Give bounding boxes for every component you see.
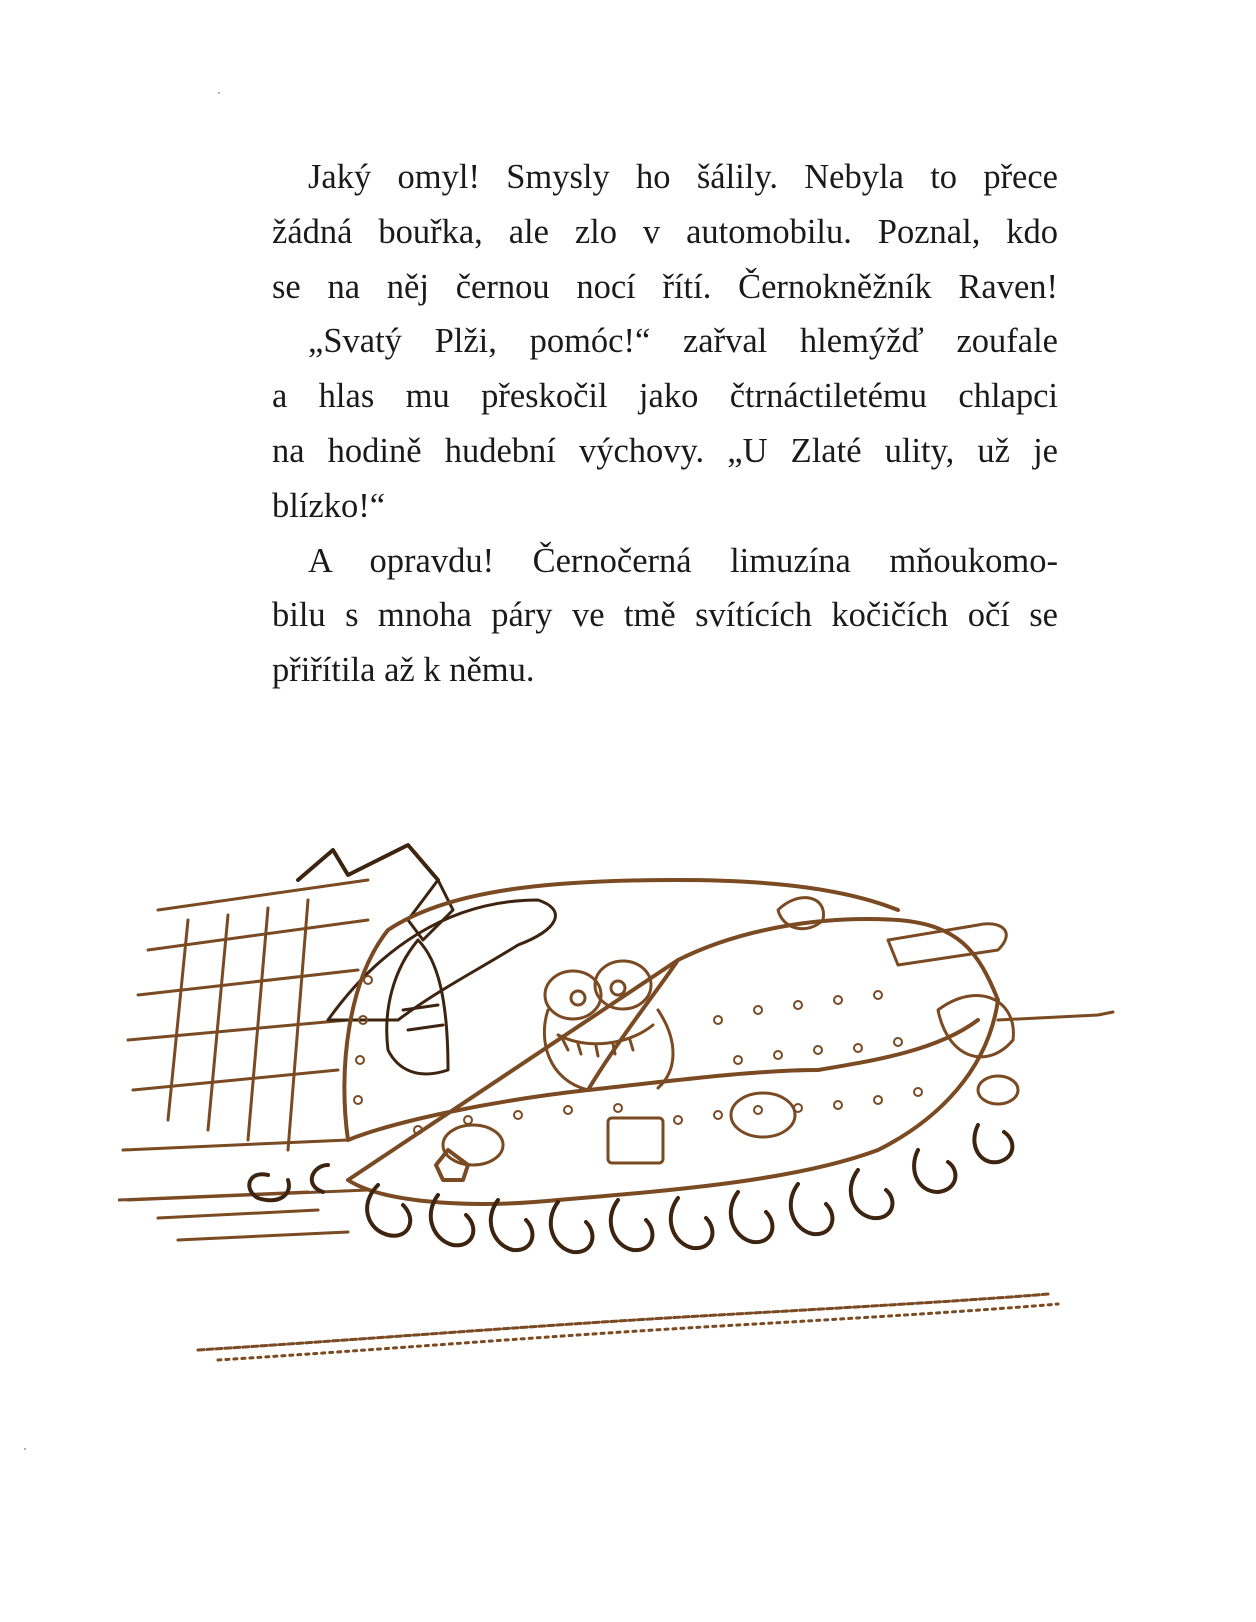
text-line: „Svatý Plži, pomóc!“ zařval hlemýžď zoufale [308,322,1058,361]
text-line: bilu s mnoha páry ve tmě svítících kočičích očí se [272,596,1058,635]
frog-passenger [544,961,673,1090]
driver [387,940,448,1074]
dials [443,1076,1018,1165]
paragraph-2 [236,314,1058,533]
wizard-hat [298,845,555,1020]
speed-lines [118,880,368,1240]
paper-speck [24,1448,26,1450]
text-line: přiřítila až k němu. [272,651,535,690]
text-line: se na něj černou nocí řítí. Černokněžník Raven! [272,267,1058,306]
text-line: a hlas mu přeskočil jako čtrnáctiletému chlapci [272,377,1058,416]
paper-speck [218,92,220,94]
text-line: A opravdu! Černočerná limuzína mňoukomo- [308,541,1058,580]
text-line: na hodině hudební výchovy. „U Zlaté ulity, už je [272,431,1058,470]
paragraph-1 [236,150,1058,314]
rivets [354,976,922,1134]
text-line: blízko!“ [272,486,386,525]
text-line: Jaký omyl! Smysly ho šálily. Nebyla to přece [308,158,1058,196]
paragraph-3 [236,534,1058,698]
ground-line [198,1294,1058,1360]
text-body [236,150,1058,698]
car-illustration-svg [118,820,1158,1400]
text-line: žádná bouřka, ale zlo v automobilu. Poznal, kdo [272,212,1058,251]
car-illustration [118,820,1158,1400]
